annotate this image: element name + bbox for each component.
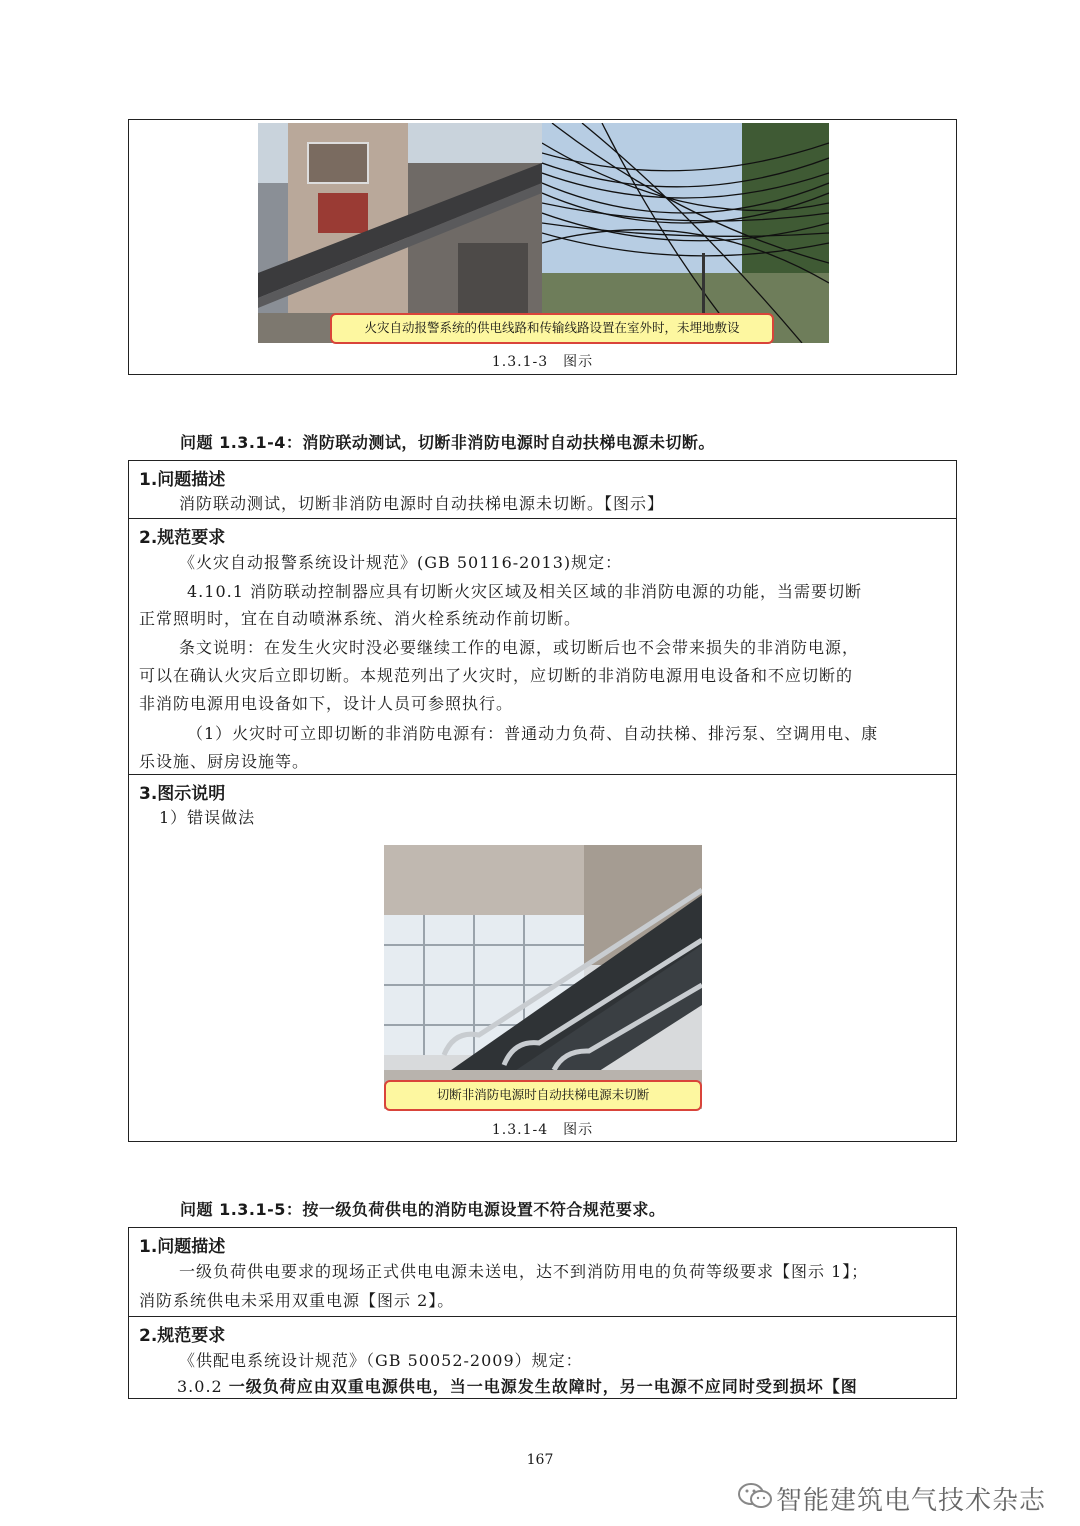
figure-label: 火灾自动报警系统的供电线路和传输线路设置在室外时，未埋地敷设 — [330, 313, 774, 344]
section-illustration — [129, 774, 956, 1142]
section-heading: 2.规范要求 — [139, 528, 226, 548]
figure-caption: 1.3.1-4 图示 — [491, 1122, 594, 1138]
req-line: 《供配电系统设计规范》（GB 50052-2009）规定： — [179, 1351, 583, 1370]
section-problem — [129, 1228, 956, 1316]
req-line: 非消防电源用电设备如下，设计人员可参照执行。 — [139, 694, 514, 713]
figure-box-1-3-1-3 — [128, 119, 957, 375]
photo-building-cables — [258, 123, 542, 343]
section-problem — [129, 461, 956, 518]
req-line: 乐设施、厨房设施等。 — [139, 752, 310, 771]
clause-bold-text: 一级负荷应由双重电源供电，当一电源发生故障时，另一电源不应同时受到损坏【图 — [228, 1377, 858, 1396]
req-line: 可以在确认火灾后立即切断。本规范列出了火灾时，应切断的非消防电源用电设备和不应切断的 — [139, 666, 854, 685]
section-requirements — [129, 518, 956, 775]
section-requirements — [129, 1316, 956, 1401]
figure-label: 切断非消防电源时自动扶梯电源未切断 — [384, 1080, 702, 1111]
question-box-1-3-1-5 — [128, 1227, 957, 1399]
question-title-1-3-1-5: 问题 1.3.1-5：按一级负荷供电的消防电源设置不符合规范要求。 — [180, 1200, 666, 1219]
wechat-icon — [738, 1482, 772, 1510]
photo-tangled-wires — [542, 123, 829, 343]
page-number: 167 — [526, 1452, 554, 1468]
figure-caption: 1.3.1-3 图示 — [491, 354, 594, 370]
photo-escalator — [384, 845, 702, 1109]
watermark-text: 智能建筑电气技术杂志 — [776, 1486, 1047, 1516]
clause-number: 3.0.2 — [177, 1377, 229, 1396]
problem-line: 消防系统供电未采用双重电源【图示 2】。 — [139, 1291, 455, 1310]
section-heading: 1.问题描述 — [139, 1237, 226, 1257]
section-heading: 1.问题描述 — [139, 470, 226, 490]
problem-line: 一级负荷供电要求的现场正式供电电源未送电，达不到消防用电的负荷等级要求【图示 1】； — [179, 1262, 869, 1281]
sub-heading: 1）错误做法 — [159, 808, 256, 827]
question-box-1-3-1-4 — [128, 460, 957, 1142]
req-line — [177, 1372, 946, 1401]
section-heading: 3.图示说明 — [139, 784, 226, 804]
req-line: 《火灾自动报警系统设计规范》(GB 50116-2013)规定： — [179, 553, 623, 572]
section-text: 消防联动测试，切断非消防电源时自动扶梯电源未切断。【图示】 — [179, 494, 665, 513]
req-line: 正常照明时，宜在自动喷淋系统、消火栓系统动作前切断。 — [139, 609, 582, 628]
req-line: （1）火灾时可立即切断的非消防电源有：普通动力负荷、自动扶梯、排污泵、空调用电、康 — [187, 724, 879, 743]
req-line: 4.10.1 消防联动控制器应具有切断火灾区域及相关区域的非消防电源的功能，当需要切断 — [187, 582, 862, 601]
question-title-1-3-1-4: 问题 1.3.1-4：消防联动测试，切断非消防电源时自动扶梯电源未切断。 — [180, 433, 715, 452]
section-heading: 2.规范要求 — [139, 1326, 226, 1346]
req-line: 条文说明：在发生火灾时没必要继续工作的电源，或切断后也不会带来损失的非消防电源， — [179, 638, 860, 657]
